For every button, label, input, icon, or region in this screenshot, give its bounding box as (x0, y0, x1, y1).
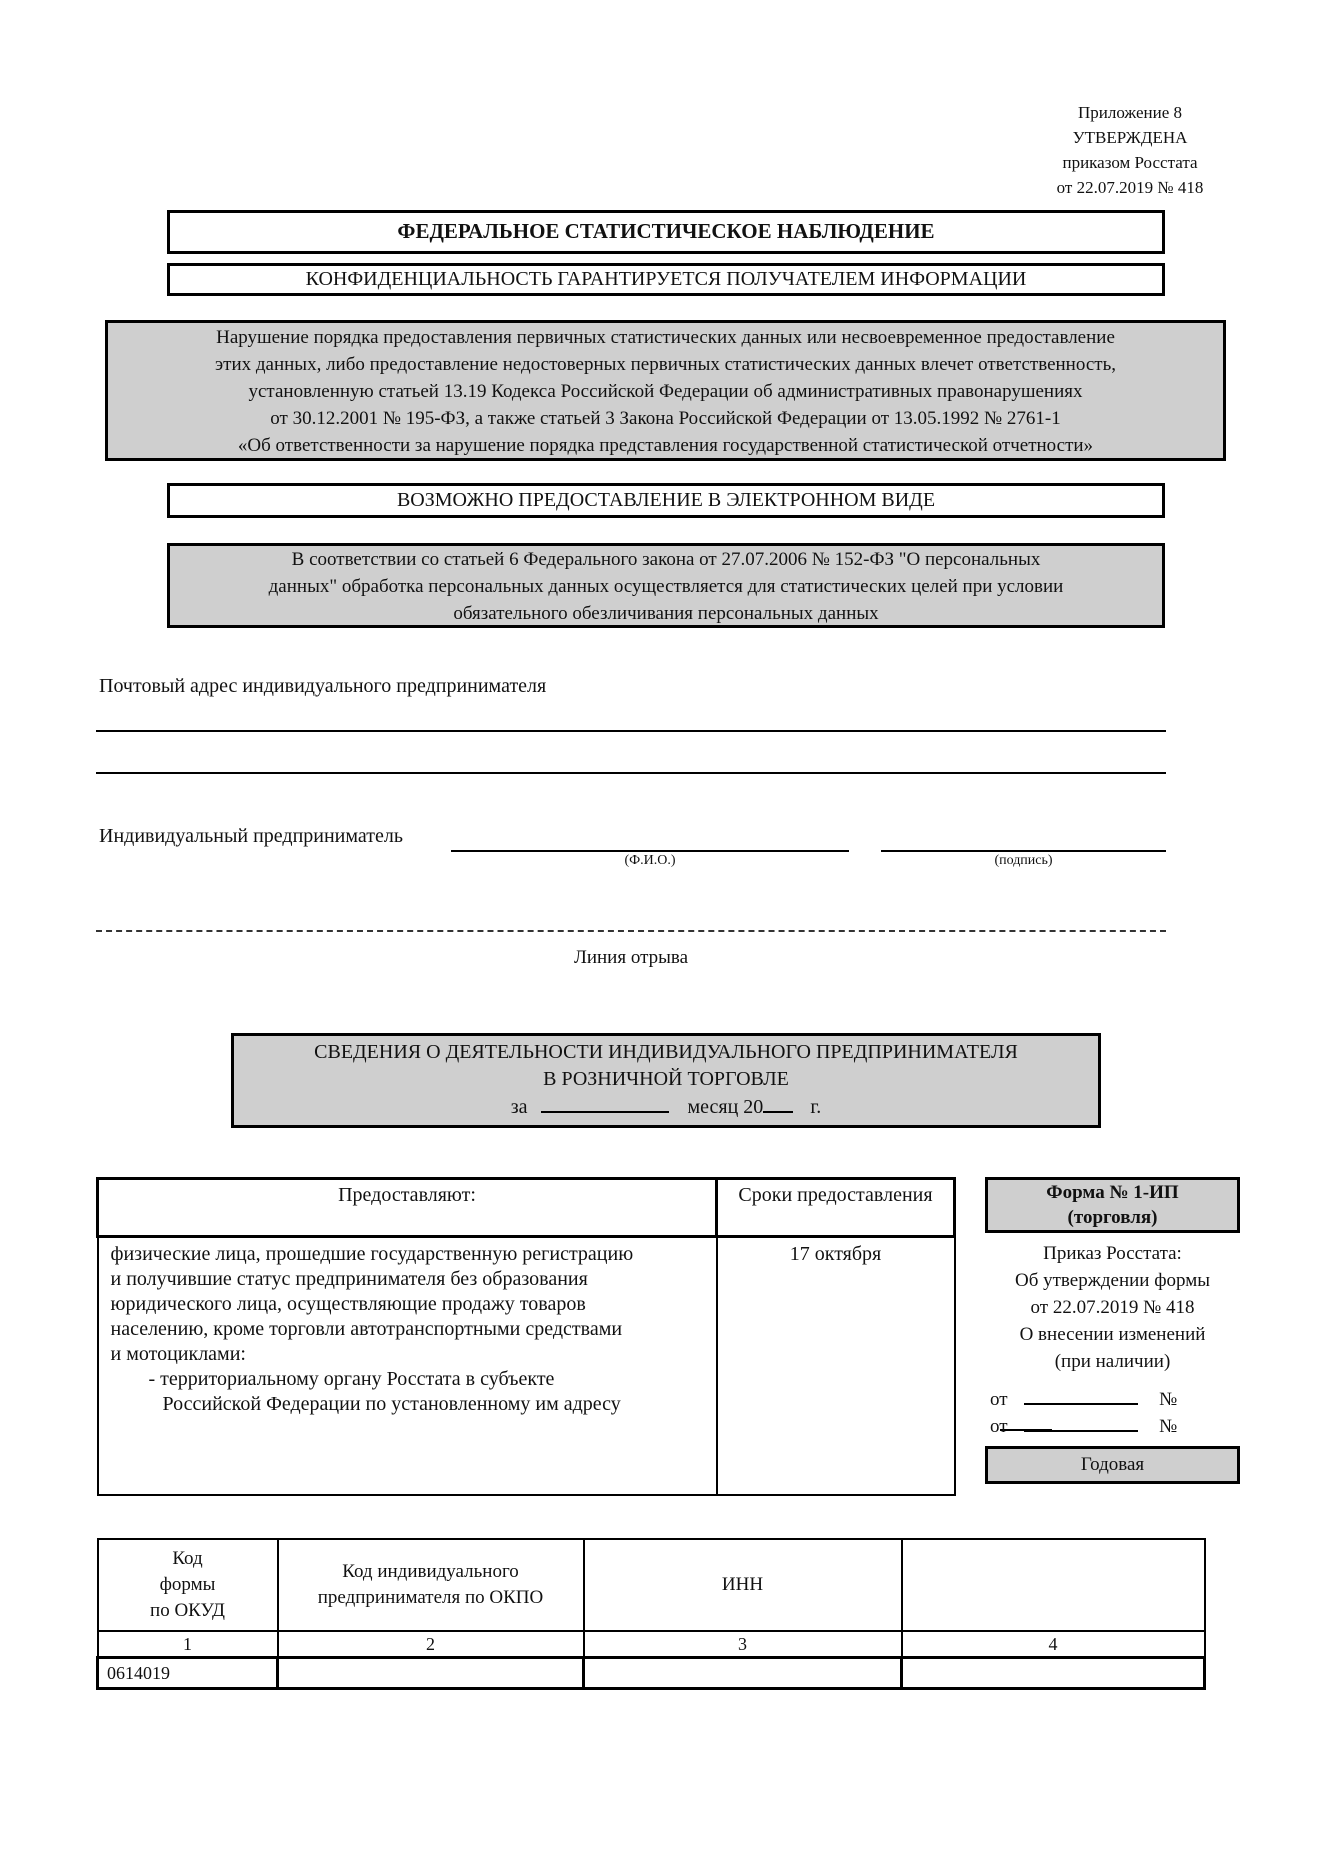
order-line: Об утверждении формы (1014, 1270, 1211, 1291)
liability-warning (105, 320, 1226, 461)
providers-header: Предоставляют: (98, 1179, 717, 1237)
okud-header: Код формы по ОКУД (98, 1539, 278, 1631)
year-field[interactable] (763, 1093, 793, 1113)
warning-line: от 30.12.2001 № 195-ФЗ, а также статьей 3 Закона Российской Федерации от 13.05.1992 № 2761-1 (270, 408, 1061, 429)
column-number: 3 (584, 1631, 902, 1658)
amendment-ot-label: от (990, 1389, 1008, 1410)
tear-line-label: Линия отрыва (573, 947, 689, 968)
month-field[interactable] (541, 1093, 669, 1113)
confidentiality-banner: КОНФИДЕНЦИАЛЬНОСТЬ ГАРАНТИРУЕТСЯ ПОЛУЧАТЕЛЕМ ИНФОРМАЦИИ (167, 263, 1165, 296)
personal-data-line: В соответствии со статьей 6 Федерального закона от 27.07.2006 № 152-ФЗ "О персональных (291, 549, 1041, 570)
electronic-submission-banner: ВОЗМОЖНО ПРЕДОСТАВЛЕНИЕ В ЭЛЕКТРОННОМ ВИДЕ (167, 483, 1165, 518)
warning-line: установленную статьей 13.19 Кодекса Российской Федерации об административных правонарушениях (248, 381, 1083, 402)
bullet-dash: - (148, 1368, 156, 1390)
postal-address-line-1[interactable] (96, 730, 1166, 732)
period-year-suffix: г. (810, 1096, 822, 1118)
extra-field[interactable] (902, 1658, 1205, 1689)
postal-address-label: Почтовый адрес индивидуального предпринимателя (99, 675, 547, 697)
signature-caption: (подпись) (994, 853, 1053, 868)
order-line: Приказ Росстата: (1043, 1243, 1182, 1264)
form-number-box (985, 1177, 1240, 1233)
deadline-value: 17 октября (717, 1237, 955, 1496)
fio-field[interactable] (451, 850, 849, 852)
report-period (234, 1093, 1098, 1121)
amendment-date-field-2[interactable] (1024, 1412, 1138, 1432)
providers-description (98, 1237, 717, 1496)
empty-header (902, 1539, 1205, 1631)
report-title-line1: СВЕДЕНИЯ О ДЕЯТЕЛЬНОСТИ ИНДИВИДУАЛЬНОГО ПРЕДПРИНИМАТЕЛЯ (314, 1041, 1018, 1063)
report-title-line2: В РОЗНИЧНОЙ ТОРГОВЛЕ (543, 1068, 789, 1090)
order-line: от 22.07.2019 № 418 (1030, 1297, 1195, 1318)
entrepreneur-label: Индивидуальный предприниматель (99, 825, 403, 847)
form-number: Форма № 1-ИП (1046, 1182, 1179, 1203)
approval-date: от 22.07.2019 № 418 (1056, 178, 1204, 197)
bullet-line1: территориальному органу Росстата в субъекте (160, 1368, 555, 1390)
amendment-ot-label: от (990, 1416, 1008, 1437)
period-za: за (510, 1096, 528, 1118)
okpo-code-field[interactable] (278, 1658, 584, 1689)
warning-line: «Об ответственности за нарушение порядка представления государственной статистической отчетности» (237, 435, 1094, 456)
report-title-box (231, 1033, 1101, 1128)
okud-code-value: 0614019 (98, 1658, 278, 1689)
warning-line: Нарушение порядка предоставления первичных статистических данных или несвоевременное предоставление (216, 327, 1115, 348)
periodicity-box: Годовая (985, 1446, 1240, 1484)
personal-data-line: обязательного обезличивания персональных данных (453, 603, 879, 624)
providers-table (96, 1177, 956, 1496)
fio-caption: (Ф.И.О.) (624, 853, 676, 868)
federal-observation-title: ФЕДЕРАЛЬНОЕ СТАТИСТИЧЕСКОЕ НАБЛЮДЕНИЕ (167, 210, 1165, 254)
recipient-bullet (111, 1367, 704, 1392)
column-number: 1 (98, 1631, 278, 1658)
form-subtitle: (торговля) (1067, 1207, 1158, 1228)
signature-field[interactable] (881, 850, 1166, 852)
approval-appendix: Приложение 8 (1078, 103, 1182, 122)
amendment-no-label: № (1159, 1389, 1178, 1410)
approval-order: приказом Росстата (1062, 153, 1198, 172)
okpo-header: Код индивидуального предпринимателя по ОКПО (278, 1539, 584, 1631)
approval-approved: УТВЕРЖДЕНА (1072, 128, 1188, 147)
tear-line (96, 930, 1166, 932)
inn-header: ИНН (584, 1539, 902, 1631)
order-line: О внесении изменений (1019, 1324, 1206, 1345)
approval-block (1000, 100, 1260, 200)
amendment-no-label: № (1159, 1416, 1178, 1437)
providers-line: юридического лица, осуществляющие продажу товаров (110, 1293, 586, 1315)
personal-data-notice (167, 543, 1165, 628)
providers-line: физические лица, прошедшие государственную регистрацию (110, 1243, 634, 1265)
rosstat-order-block (985, 1240, 1240, 1375)
period-month: месяц 20 (687, 1096, 764, 1118)
column-number: 4 (902, 1631, 1205, 1658)
providers-line: населению, кроме торговли автотранспортными средствами (110, 1318, 623, 1340)
warning-line: этих данных, либо предоставление недостоверных первичных статистических данных влечет ответственность, (215, 354, 1116, 375)
providers-line: и мотоциклами: (110, 1343, 246, 1365)
deadline-header: Сроки предоставления (717, 1179, 955, 1237)
codes-table (96, 1538, 1206, 1690)
amendment-date-field-1[interactable] (1024, 1385, 1138, 1405)
inn-field[interactable] (584, 1658, 902, 1689)
bullet-line2: Российской Федерации по установленному им адресу (162, 1393, 621, 1415)
personal-data-line: данных" обработка персональных данных осуществляется для статистических целей при условии (268, 576, 1064, 597)
column-number: 2 (278, 1631, 584, 1658)
postal-address-line-2[interactable] (96, 772, 1166, 774)
providers-line: и получившие статус предпринимателя без образования (110, 1268, 588, 1290)
order-line: (при наличии) (1054, 1351, 1171, 1372)
